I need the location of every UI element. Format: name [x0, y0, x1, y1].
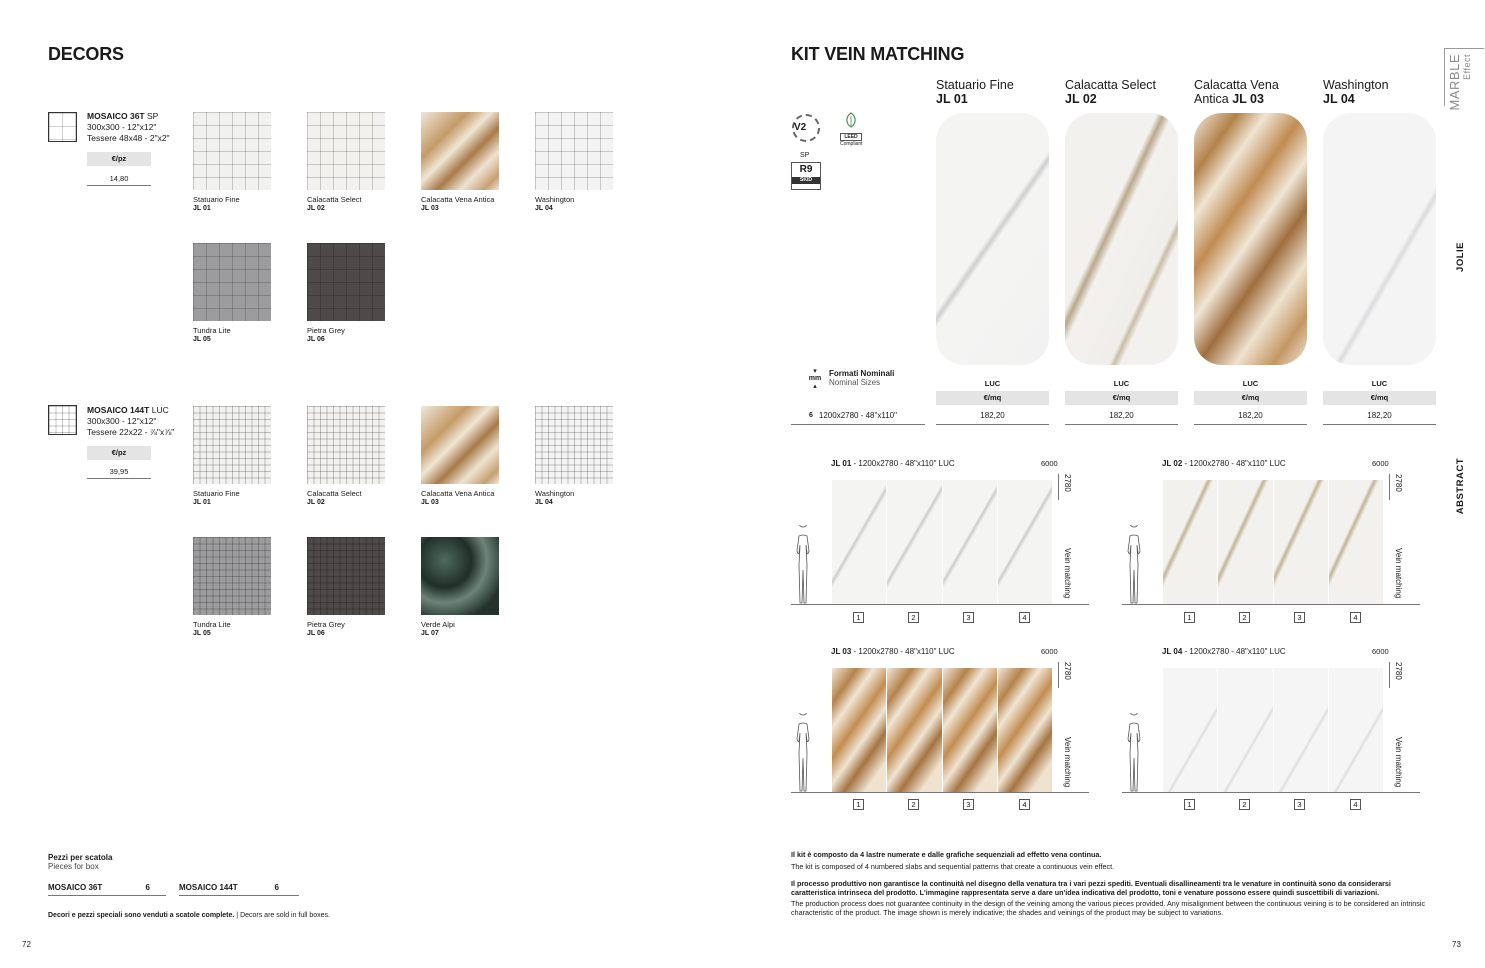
pieces-per-box-heading: Pezzi per scatola Pieces for box	[48, 853, 113, 871]
price-value: 182,20	[936, 407, 1049, 425]
product-name: MOSAICO 36T	[87, 111, 145, 121]
tile-washington	[535, 112, 613, 190]
kit-slabs-jl01	[832, 480, 1052, 604]
slab-number: 3	[1294, 799, 1305, 810]
slab-number: 4	[1019, 612, 1030, 623]
side-divider	[1444, 48, 1484, 49]
page-number-left: 72	[22, 940, 31, 949]
vein-matching-label: Vein matching	[1063, 548, 1072, 599]
column-title: Statuario Fine JL 01	[936, 78, 1014, 106]
leed-icon: LEED Compliant	[840, 112, 862, 147]
product-size: 300x300 - 12"x12"	[87, 416, 157, 426]
kit-label-jl04: JL 04 - 1200x2780 - 48"x110" LUC	[1162, 647, 1286, 656]
floor-line	[791, 792, 1089, 793]
vein-matching-label: Vein matching	[1063, 737, 1072, 788]
kit-height: 2780	[1063, 474, 1072, 492]
column-title: Calacatta Vena Antica JL 03	[1194, 78, 1279, 106]
slab-number: 4	[1350, 612, 1361, 623]
product-finish: LUC	[149, 405, 169, 415]
column-title: Calacatta Select JL 02	[1065, 78, 1157, 106]
slab-number: 4	[1019, 799, 1030, 810]
kit-width: 6000	[1041, 459, 1058, 468]
human-silhouette-icon	[792, 713, 814, 793]
marble-effect-tab: MARBLE	[1447, 54, 1462, 111]
product-size: 300x300 - 12"x12"	[87, 122, 157, 132]
price-value: 182,20	[1194, 407, 1307, 425]
human-silhouette-icon	[792, 525, 814, 605]
tile-pietra-grey	[307, 537, 385, 615]
vein-matching-label: Vein matching	[1394, 737, 1403, 788]
tile-statuario-fine	[193, 112, 271, 190]
product-tessere: Tessere 22x22 - ⅞"x⅞"	[87, 427, 175, 437]
price-value: 182,20	[1065, 407, 1178, 425]
tile-label: Pietra Grey JL 06	[307, 620, 345, 637]
kit-slabs-jl02	[1163, 480, 1383, 604]
slab-number: 4	[1350, 799, 1361, 810]
human-silhouette-icon	[1123, 713, 1145, 793]
price-label: €/mq	[1065, 391, 1178, 405]
effect-label: Effect	[1462, 54, 1472, 80]
tile-label: Statuario Fine JL 01	[193, 489, 240, 506]
product-tessere: Tessere 48x48 - 2"x2"	[87, 133, 170, 143]
slab-number: 2	[1239, 612, 1250, 623]
kit-height: 2780	[1063, 662, 1072, 680]
tile-calacatta-vena-antica	[421, 406, 499, 484]
slab-number: 2	[908, 612, 919, 623]
page-title-kit-vein-matching: KIT VEIN MATCHING	[791, 44, 965, 64]
side-divider	[1444, 48, 1445, 106]
floor-line	[791, 604, 1089, 605]
slab-statuario-fine	[936, 113, 1049, 365]
dimension-line	[1389, 662, 1390, 688]
slab-calacatta-vena-antica	[1194, 113, 1307, 365]
tile-washington	[535, 406, 613, 484]
product-info-mosaico-144t	[87, 405, 174, 438]
kit-width: 6000	[1372, 459, 1389, 468]
pieces-row-mosaico-144t: MOSAICO 144T 6	[179, 880, 299, 896]
tile-label: Tundra Lite JL 05	[193, 326, 231, 343]
tile-verde-alpi	[421, 537, 499, 615]
tile-label: Tundra Lite JL 05	[193, 620, 231, 637]
slab-calacatta-select	[1065, 113, 1178, 365]
price-label: €/mq	[1194, 391, 1307, 405]
formats-heading: Formati Nominali Nominal Sizes	[829, 369, 895, 387]
floor-line	[1122, 604, 1420, 605]
dimension-line	[1058, 662, 1059, 688]
tile-pietra-grey	[307, 243, 385, 321]
slab-number: 1	[853, 799, 864, 810]
tile-label: Calacatta Vena Antica JL 03	[421, 489, 495, 506]
tile-label: Calacatta Select JL 02	[307, 489, 362, 506]
price-label: €/mq	[936, 391, 1049, 405]
kit-width: 6000	[1372, 647, 1389, 656]
kit-slabs-jl04	[1163, 668, 1383, 792]
human-silhouette-icon	[1123, 525, 1145, 605]
price-value: 39,95	[87, 463, 151, 479]
tile-label: Statuario Fine JL 01	[193, 195, 240, 212]
product-name: MOSAICO 144T	[87, 405, 150, 415]
kit-height: 2780	[1394, 474, 1403, 492]
kit-label-jl01: JL 01 - 1200x2780 - 48"x110" LUC	[831, 459, 955, 468]
tab-abstract[interactable]: ABSTRACT	[1455, 458, 1466, 515]
slab-number: 2	[1239, 799, 1250, 810]
finish-label: LUC	[1371, 379, 1388, 388]
tile-tundra-lite	[193, 243, 271, 321]
slab-washington	[1323, 113, 1436, 365]
tile-calacatta-vena-antica	[421, 112, 499, 190]
slab-number: 3	[1294, 612, 1305, 623]
price-label: €/mq	[1323, 391, 1436, 405]
tile-statuario-fine	[193, 406, 271, 484]
tile-label: Calacatta Select JL 02	[307, 195, 362, 212]
tile-label: Verde Alpi JL 07	[421, 620, 455, 637]
kit-slabs-jl03	[832, 668, 1052, 792]
price-label: €/pz	[87, 152, 151, 166]
price-value: 14,80	[87, 170, 151, 186]
tile-tundra-lite	[193, 537, 271, 615]
kit-width: 6000	[1041, 647, 1058, 656]
tile-label: Washington JL 04	[535, 489, 575, 506]
mosaic-36-icon	[48, 112, 77, 142]
slab-number: 3	[963, 612, 974, 623]
v2-variation-icon: V2	[792, 114, 820, 142]
vein-matching-label: Vein matching	[1394, 548, 1403, 599]
price-label: €/pz	[87, 446, 151, 460]
kit-height: 2780	[1394, 662, 1403, 680]
tab-jolie[interactable]: JOLIE	[1455, 242, 1466, 272]
slab-number: 1	[1184, 612, 1195, 623]
dimension-line	[1058, 474, 1059, 500]
decors-note: Decori e pezzi speciali sono venduti a scatole complete. | Decors are sold in full boxes.	[48, 912, 330, 919]
product-info-mosaico-36t	[87, 111, 170, 144]
page-number-right: 73	[1452, 940, 1461, 949]
kit-label-jl03: JL 03 - 1200x2780 - 48"x110" LUC	[831, 647, 955, 656]
pieces-row-mosaico-36t: MOSAICO 36T 6	[48, 880, 166, 896]
dimension-line	[1389, 474, 1390, 500]
finish-label: LUC	[984, 379, 1001, 388]
format-row: 6 1200x2780 - 48"x110"	[791, 407, 925, 425]
finish-label: LUC	[1113, 379, 1130, 388]
slab-number: 1	[1184, 799, 1195, 810]
tile-label: Washington JL 04	[535, 195, 575, 212]
tile-label: Pietra Grey JL 06	[307, 326, 345, 343]
kit-notes: Il kit è composto da 4 lastre numerate e dalle grafiche sequenziali ad effetto vena continua. The kit is composed of 4 numbered slabs and sequential patterns that create a continuous vein effect. Il processo produttivo non garantisce la continuità nel disegno della venatura tra i vari pezzi spediti. Eventuali disallineamenti tra le venature in continuità sono da considerarsi caratteristica intrinseca del prodotto. L'immagine rappresentata serve a dare un'idea indicativa del prodotto, toni e venature possono essere quindi suscettibili di variazioni. The production process does not guarantee continuity in the design of the veining among the various pieces provided. Any misalignment between the continuous veining is to be considered an intrinsic characteristic of the product. The image shown is merely indicative; the shades and veinings of the product may be subject to variations.	[791, 850, 1426, 917]
slab-number: 2	[908, 799, 919, 810]
column-title: Washington JL 04	[1323, 78, 1389, 106]
r9-slip-icon: R9 SKID	[791, 162, 821, 190]
tile-calacatta-select	[307, 112, 385, 190]
slab-number: 1	[853, 612, 864, 623]
tile-label: Calacatta Vena Antica JL 03	[421, 195, 495, 212]
tile-calacatta-select	[307, 406, 385, 484]
mosaic-144-icon	[48, 405, 77, 435]
page-title-decors: DECORS	[48, 44, 124, 64]
slab-number: 3	[963, 799, 974, 810]
product-finish: SP	[144, 111, 159, 121]
sp-label: SP	[800, 152, 810, 159]
kit-label-jl02: JL 02 - 1200x2780 - 48"x110" LUC	[1162, 459, 1286, 468]
price-value: 182,20	[1323, 407, 1436, 425]
thickness-icon: ▾ mm ▴	[808, 368, 822, 390]
finish-label: LUC	[1242, 379, 1259, 388]
floor-line	[1122, 792, 1420, 793]
